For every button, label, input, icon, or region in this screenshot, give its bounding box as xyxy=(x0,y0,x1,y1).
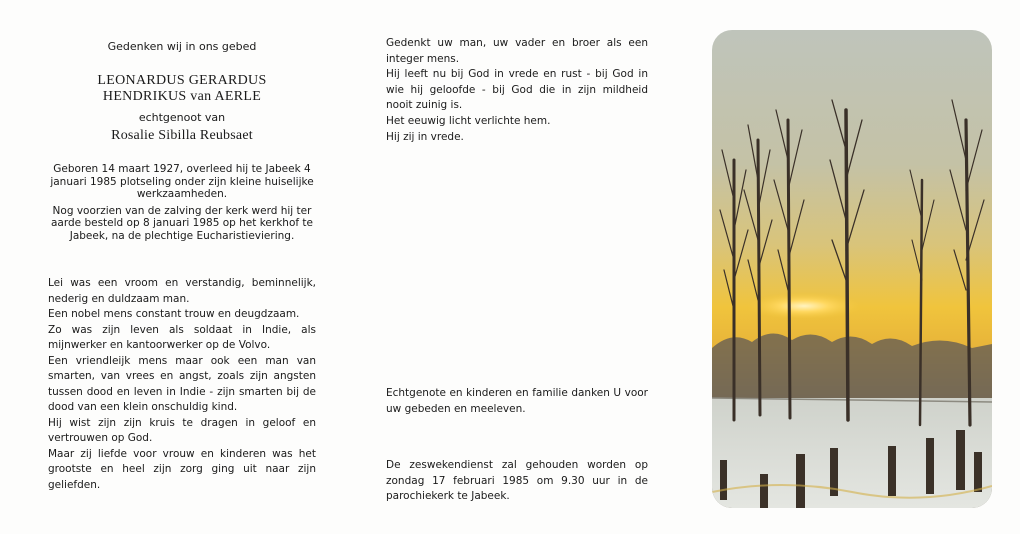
tribute-paragraph: Hij wist zijn zijn kruis te dragen in geloof en vertrouwen op God. xyxy=(48,416,316,444)
verse-line: Hij leeft nu bij God in vrede en rust - bij God in wie hij geloofde - bij God die in zijn mildheid nooit zuinig is. xyxy=(386,68,648,112)
verse-line: Het eeuwig licht verlichte hem. xyxy=(386,114,551,127)
thanks-block xyxy=(386,386,648,417)
biographical-facts xyxy=(48,163,316,242)
tribute-paragraph: Een vriendleijk mens maar ook een man van smarten, van vrees en angst, zoals zijn angsten tussen dood en leven in Indie - zijn smarten bij de dood van een klein onschuldig kind. xyxy=(48,354,316,413)
spouse-label: echtgenoot van xyxy=(138,111,226,124)
thanks-text: Echtgenote en kinderen en familie danken U voor uw gebeden en meeleven. xyxy=(386,387,648,415)
winter-sunset-photo xyxy=(712,30,992,508)
birth-death-paragraph: Geboren 14 maart 1927, overleed hij te Jabeek 4 januari 1985 plotseling onder zijn kleine huiselijke werkzaamheden. xyxy=(50,163,314,200)
service-text: De zeswekendienst zal gehouden worden op zondag 17 februari 1985 om 9.30 uur in de parochiekerk te Jabeek. xyxy=(386,459,648,503)
tribute-text xyxy=(48,276,316,493)
burial-paragraph: Nog voorzien van de zalving der kerk werd hij ter aarde besteld op 8 januari 1985 op het kerkhof te Jabeek, na de plechtige Eucharistieviering. xyxy=(51,204,313,242)
tribute-paragraph: Maar zij liefde voor vrouw en kinderen was het grootste en heel zijn zorg ging uit naar zijn geliefden. xyxy=(48,447,316,491)
tribute-paragraph: Zo was zijn leven als soldaat in Indie, als mijnwerker en kantoorwerker op de Volvo. xyxy=(48,323,316,351)
verse-block xyxy=(386,36,648,145)
intro-line: Gedenken wij in ons gebed xyxy=(107,40,257,53)
deceased-name-line1: LEONARDUS GERARDUS xyxy=(97,73,267,88)
service-notice xyxy=(386,458,648,505)
deceased-name-line2: HENDRIKUS van AERLE xyxy=(102,89,262,104)
verse-line: Gedenkt uw man, uw vader en broer als een integer mens. xyxy=(386,37,648,65)
tribute-paragraph: Lei was een vroom en verstandig, beminnelijk, nederig en duldzaam man. xyxy=(48,277,316,305)
verse-line: Hij zij in vrede. xyxy=(386,130,464,143)
left-column xyxy=(48,40,316,493)
tribute-paragraph: Een nobel mens constant trouw en deugdzaam. xyxy=(48,308,300,320)
spouse-name: Rosalie Sibilla Reubsaet xyxy=(111,128,253,143)
